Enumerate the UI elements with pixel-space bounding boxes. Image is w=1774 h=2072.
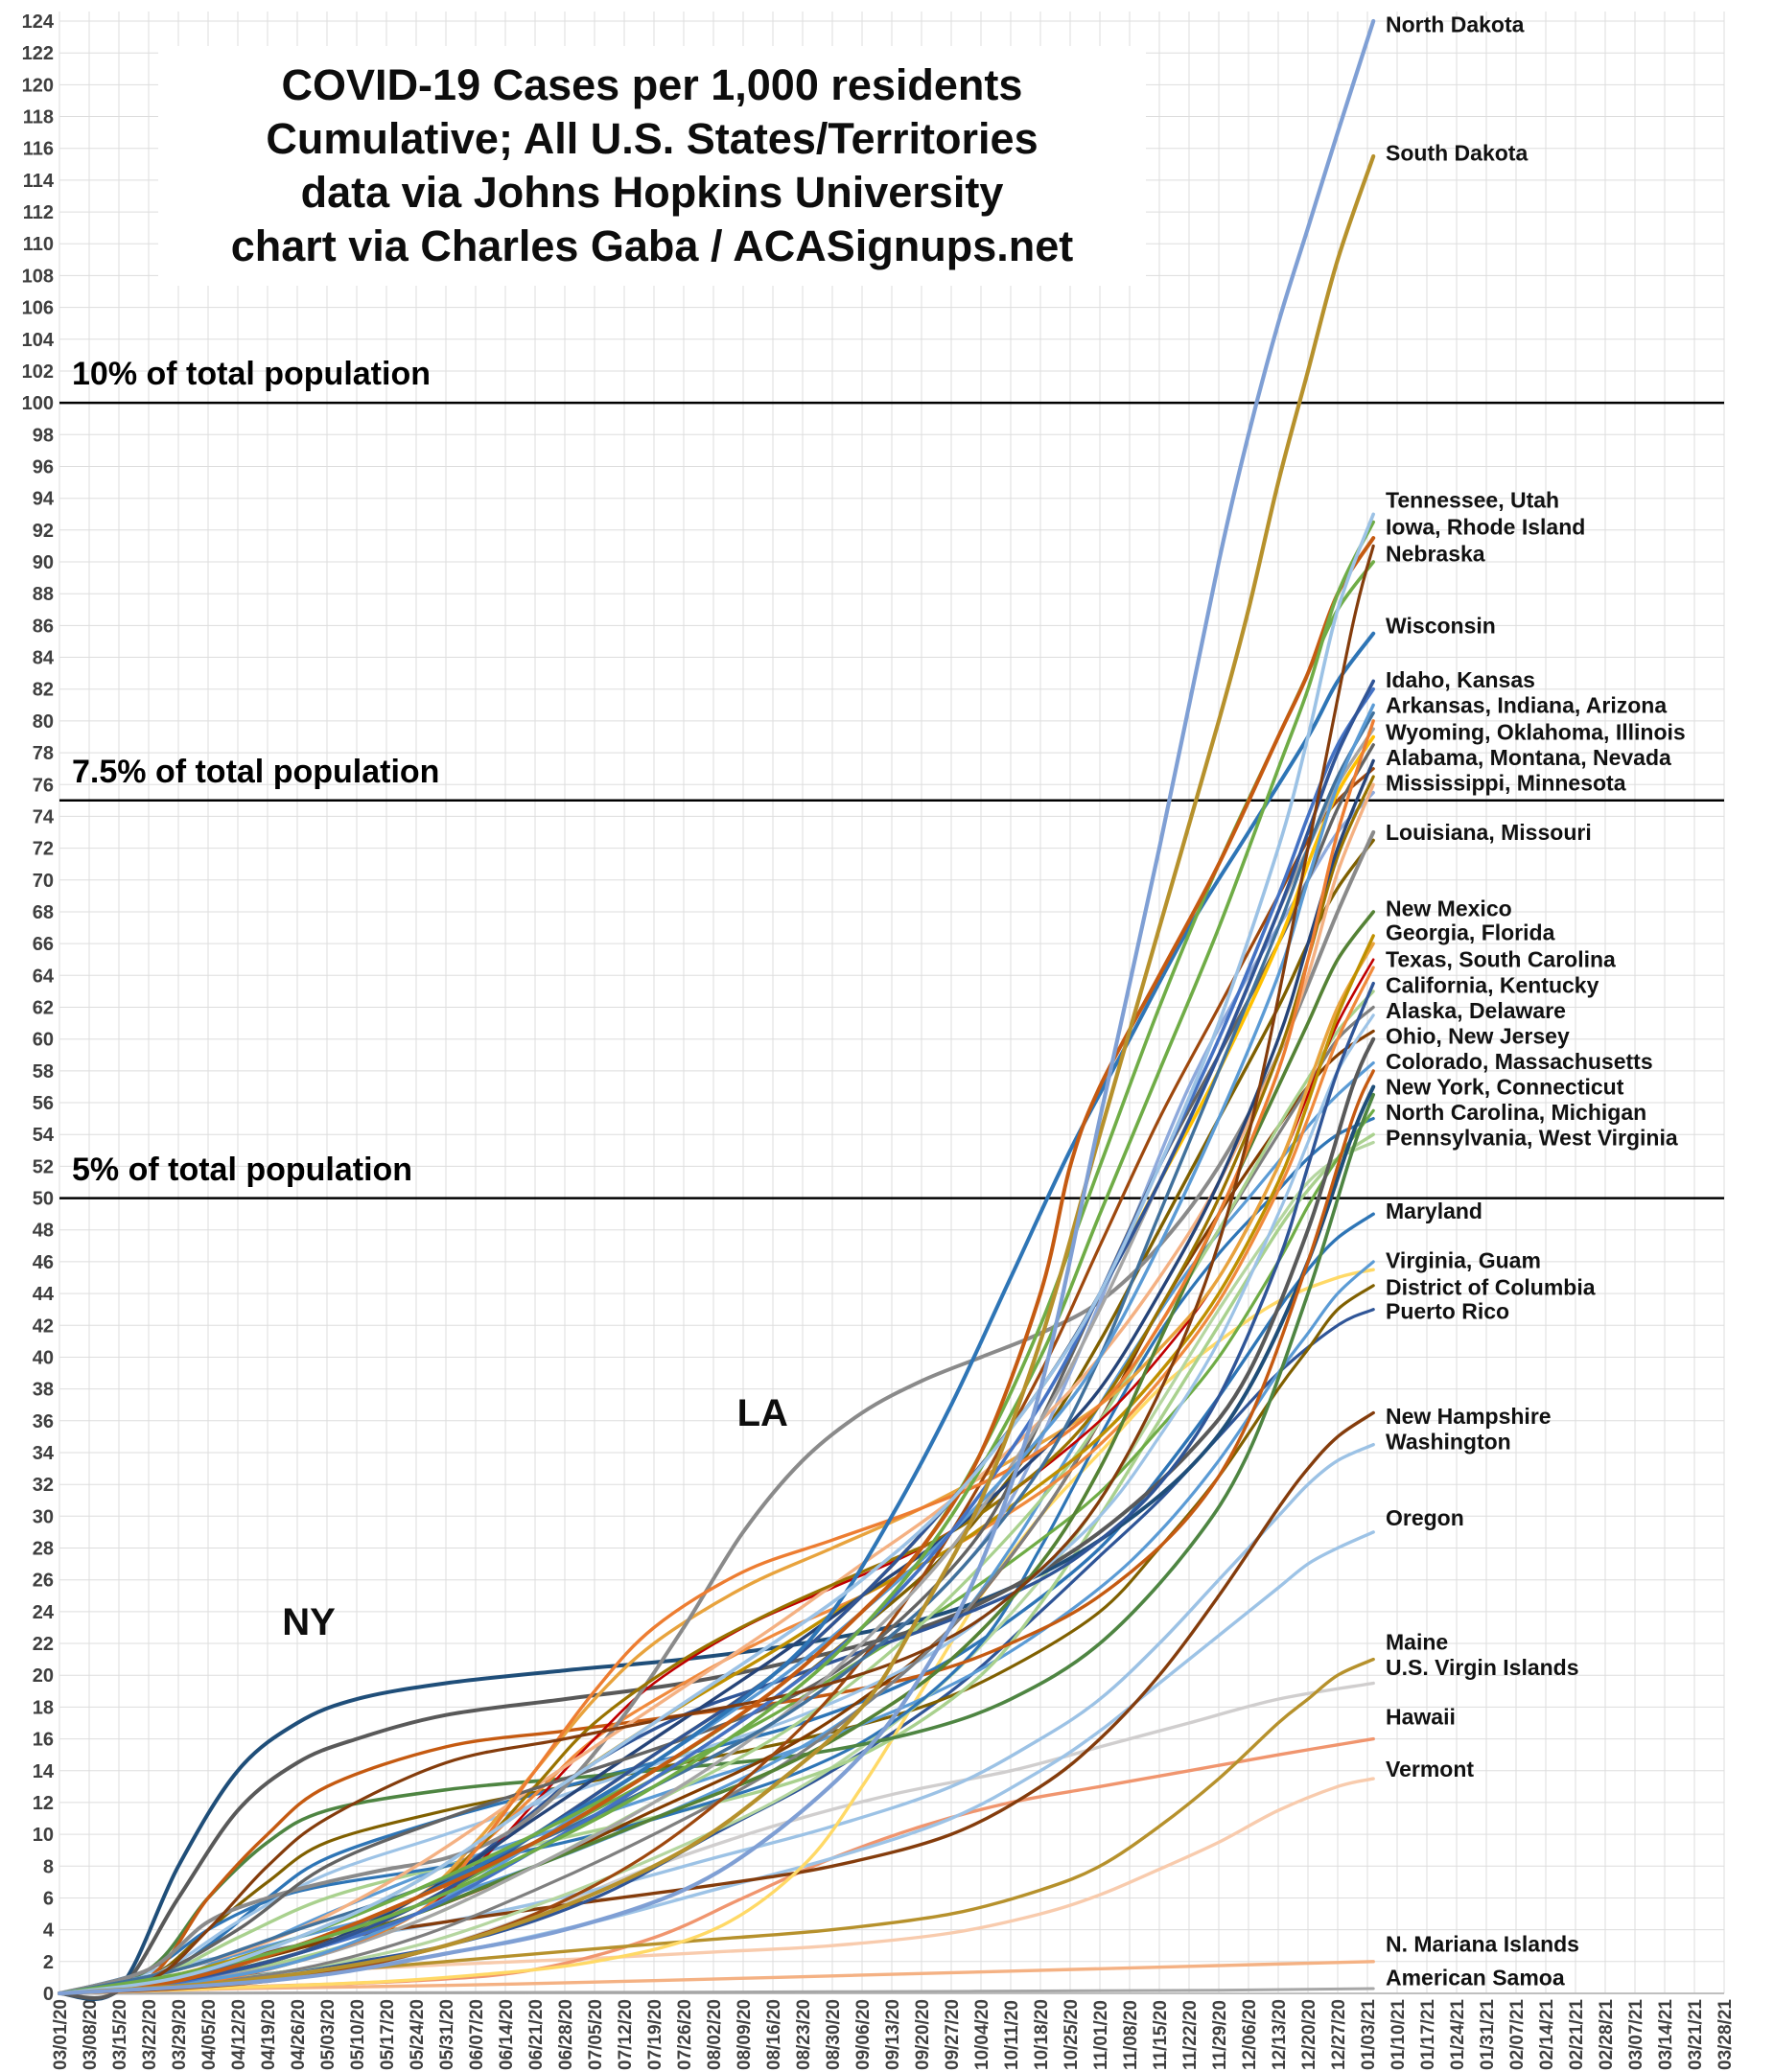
series-label: District of Columbia	[1386, 1274, 1596, 1300]
series-label: Texas, South Carolina	[1386, 946, 1616, 972]
y-tick-label: 50	[32, 1188, 54, 1210]
x-tick-label: 04/05/20	[199, 1999, 220, 2070]
y-tick-label: 70	[32, 870, 54, 892]
x-tick-label: 11/08/20	[1121, 2000, 1141, 2070]
x-tick-label: 02/28/21	[1597, 1999, 1617, 2070]
x-tick-label: 07/26/20	[675, 1999, 695, 2070]
y-tick-label: 16	[32, 1729, 54, 1751]
x-tick-label: 08/30/20	[824, 1999, 844, 2070]
y-tick-label: 44	[32, 1284, 54, 1306]
y-tick-label: 20	[32, 1665, 54, 1688]
series-label: Georgia, Florida	[1386, 920, 1555, 945]
x-tick-label: 01/03/21	[1359, 1999, 1379, 2070]
series-label: American Samoa	[1386, 1965, 1565, 1991]
y-tick-label: 124	[21, 12, 54, 33]
x-tick-label: 03/21/21	[1686, 1999, 1706, 2070]
y-tick-label: 88	[32, 584, 54, 606]
series-label: Colorado, Massachusetts	[1386, 1048, 1653, 1074]
chart-title-line-3: data via Johns Hopkins University	[300, 168, 1004, 217]
series-line-kansas	[59, 689, 1373, 1993]
x-tick-label: 02/21/21	[1567, 1999, 1587, 2070]
y-tick-label: 96	[32, 456, 54, 478]
series-label: North Dakota	[1386, 12, 1525, 37]
x-tick-label: 09/06/20	[853, 1999, 874, 2070]
series-line-missouri	[59, 840, 1373, 1993]
y-tick-label: 26	[32, 1570, 54, 1592]
series-label: Hawaii	[1386, 1704, 1456, 1730]
y-tick-label: 22	[32, 1634, 54, 1655]
y-tick-label: 62	[32, 997, 54, 1019]
x-tick-label: 11/01/20	[1091, 2000, 1111, 2070]
x-tick-label: 05/17/20	[378, 1999, 398, 2070]
y-tick-label: 108	[21, 266, 54, 288]
y-tick-label: 46	[32, 1251, 54, 1273]
x-tick-label: 12/13/20	[1270, 1999, 1290, 2070]
x-tick-label: 03/07/21	[1626, 1999, 1646, 2070]
series-label: Louisiana, Missouri	[1386, 820, 1592, 845]
x-tick-label: 03/22/20	[140, 1999, 160, 2070]
x-tick-label: 01/10/21	[1389, 1999, 1409, 2070]
x-tick-label: 06/21/20	[526, 1999, 547, 2070]
y-tick-label: 32	[32, 1475, 54, 1497]
series-label: North Carolina, Michigan	[1386, 1100, 1647, 1125]
y-tick-label: 48	[32, 1220, 54, 1242]
y-tick-label: 66	[32, 934, 54, 956]
series-label: Mississippi, Minnesota	[1386, 770, 1626, 796]
y-tick-label: 58	[32, 1060, 54, 1083]
y-tick-label: 78	[32, 743, 54, 765]
y-tick-label: 36	[32, 1410, 54, 1432]
chart-title-line-4: chart via Charles Gaba / ACASignups.net	[230, 221, 1074, 271]
series-label: Maine	[1386, 1629, 1449, 1655]
x-tick-label: 01/17/21	[1418, 1999, 1438, 2070]
y-tick-label: 94	[32, 488, 54, 510]
x-tick-label: 11/22/20	[1180, 2000, 1201, 2070]
x-tick-label: 12/06/20	[1240, 1999, 1260, 2070]
y-tick-label: 18	[32, 1697, 54, 1719]
y-tick-label: 28	[32, 1538, 54, 1560]
series-label: Maryland	[1386, 1198, 1482, 1223]
series-label: Puerto Rico	[1386, 1298, 1510, 1324]
y-tick-label: 2	[42, 1951, 54, 1973]
y-tick-label: 10	[32, 1825, 54, 1847]
y-tick-label: 116	[22, 138, 54, 160]
series-label: South Dakota	[1386, 140, 1529, 166]
x-tick-label: 02/14/21	[1537, 1999, 1557, 2070]
x-tick-label: 05/10/20	[348, 1999, 368, 2070]
y-tick-label: 80	[32, 710, 54, 733]
x-tick-label: 09/13/20	[883, 1999, 903, 2070]
y-tick-label: 38	[32, 1379, 54, 1401]
x-tick-label: 12/20/20	[1299, 1999, 1319, 2070]
x-tick-label: 06/07/20	[467, 1999, 487, 2070]
y-tick-label: 84	[32, 647, 54, 669]
x-tick-label: 05/03/20	[318, 1999, 338, 2070]
x-tick-label: 04/19/20	[259, 1999, 279, 2070]
y-tick-label: 64	[32, 966, 54, 988]
y-tick-label: 34	[32, 1443, 54, 1464]
x-tick-label: 07/05/20	[586, 1999, 606, 2070]
series-label: New Hampshire	[1386, 1403, 1552, 1429]
x-tick-label: 03/29/20	[170, 1999, 190, 2070]
y-tick-label: 24	[32, 1601, 54, 1623]
y-tick-label: 100	[21, 393, 54, 415]
y-tick-label: 0	[42, 1984, 54, 2005]
x-tick-label: 10/11/20	[1002, 2000, 1022, 2070]
y-tick-label: 110	[22, 234, 54, 256]
y-tick-label: 60	[32, 1029, 54, 1051]
series-label: New York, Connecticut	[1386, 1074, 1624, 1100]
y-tick-label: 98	[32, 425, 54, 447]
series-label: Virginia, Guam	[1386, 1247, 1541, 1273]
y-tick-label: 42	[32, 1315, 54, 1338]
series-label: Oregon	[1386, 1505, 1464, 1530]
y-tick-label: 12	[32, 1792, 54, 1814]
series-label: N. Mariana Islands	[1386, 1931, 1579, 1957]
series-label: Wisconsin	[1386, 613, 1496, 639]
series-label: Pennsylvania, West Virginia	[1386, 1125, 1678, 1151]
ref-label-7-5pct: 7.5% of total population	[72, 753, 440, 790]
y-tick-label: 86	[32, 616, 54, 638]
y-tick-label: 90	[32, 552, 54, 573]
y-tick-label: 118	[22, 106, 54, 128]
y-tick-label: 112	[22, 202, 54, 224]
chart-title	[158, 46, 1146, 286]
y-tick-label: 52	[32, 1156, 54, 1178]
x-tick-label: 12/27/20	[1329, 1999, 1349, 2070]
y-tick-label: 40	[32, 1347, 54, 1369]
y-tick-label: 76	[32, 775, 54, 797]
y-tick-label: 72	[32, 838, 54, 860]
x-tick-label: 07/12/20	[616, 1999, 636, 2070]
series-label: Iowa, Rhode Island	[1386, 514, 1586, 540]
series-label: Alabama, Montana, Nevada	[1386, 745, 1671, 771]
series-label: Ohio, New Jersey	[1386, 1023, 1570, 1049]
x-tick-label: 01/31/21	[1478, 1999, 1498, 2070]
x-tick-label: 01/24/21	[1448, 1999, 1468, 2070]
series-label: Idaho, Kansas	[1386, 666, 1535, 692]
y-tick-label: 68	[32, 902, 54, 923]
series-label: Arkansas, Indiana, Arizona	[1386, 692, 1668, 718]
y-tick-label: 54	[32, 1125, 54, 1147]
x-tick-label: 06/28/20	[556, 1999, 576, 2070]
x-tick-label: 05/24/20	[408, 1999, 428, 2070]
y-tick-label: 4	[42, 1920, 54, 1942]
y-tick-label: 122	[21, 43, 54, 65]
x-tick-label: 02/07/21	[1507, 1999, 1528, 2070]
x-tick-label: 03/01/20	[51, 1999, 71, 2070]
x-tick-label: 08/23/20	[794, 1999, 814, 2070]
series-line-illinois	[59, 745, 1373, 1993]
x-tick-label: 03/14/21	[1656, 1999, 1676, 2070]
annotation-louisiana: LA	[736, 1391, 788, 1434]
x-tick-label: 06/14/20	[497, 1999, 517, 2070]
y-tick-label: 82	[32, 679, 54, 701]
x-tick-label: 09/27/20	[943, 1999, 963, 2070]
y-tick-label: 92	[32, 520, 54, 542]
y-tick-label: 6	[42, 1888, 54, 1910]
x-tick-label: 03/08/20	[81, 1999, 101, 2070]
x-tick-label: 07/19/20	[645, 1999, 665, 2070]
series-label: Alaska, Delaware	[1386, 997, 1566, 1023]
x-tick-label: 10/04/20	[972, 1999, 992, 2070]
x-tick-label: 10/25/20	[1062, 1999, 1082, 2070]
series-label: U.S. Virgin Islands	[1386, 1654, 1579, 1680]
series-label: Nebraska	[1386, 541, 1485, 567]
ref-label-10pct: 10% of total population	[72, 356, 431, 393]
y-tick-label: 74	[32, 806, 54, 828]
y-tick-label: 56	[32, 1093, 54, 1114]
series-label: Vermont	[1386, 1757, 1475, 1782]
series-line-nevada	[59, 777, 1373, 1993]
series-label: California, Kentucky	[1386, 972, 1599, 998]
series-label: Tennessee, Utah	[1386, 487, 1560, 513]
y-tick-label: 120	[21, 75, 54, 97]
x-tick-label: 11/15/20	[1151, 2000, 1171, 2070]
x-tick-label: 04/26/20	[289, 1999, 309, 2070]
x-tick-label: 03/15/20	[110, 1999, 130, 2070]
x-tick-label: 08/02/20	[705, 1999, 725, 2070]
chart-title-line-1: COVID-19 Cases per 1,000 residents	[281, 59, 1023, 109]
y-tick-label: 114	[22, 170, 54, 192]
x-tick-label: 05/31/20	[437, 1999, 457, 2070]
annotation-new-york: NY	[282, 1601, 336, 1644]
chart-title-line-2: Cumulative; All U.S. States/Territories	[266, 113, 1039, 163]
x-tick-label: 10/18/20	[1032, 1999, 1052, 2070]
series-label: Washington	[1386, 1429, 1511, 1455]
x-tick-label: 04/12/20	[229, 1999, 249, 2070]
x-tick-label: 03/28/21	[1716, 1999, 1736, 2070]
y-tick-label: 30	[32, 1506, 54, 1528]
y-tick-label: 8	[42, 1856, 54, 1878]
x-tick-label: 08/16/20	[764, 1999, 784, 2070]
y-tick-label: 14	[32, 1760, 54, 1782]
x-tick-label: 08/09/20	[735, 1999, 755, 2070]
y-tick-label: 102	[21, 361, 54, 383]
series-label: New Mexico	[1386, 896, 1512, 921]
x-tick-label: 11/29/20	[1210, 2000, 1230, 2070]
series-label: Wyoming, Oklahoma, Illinois	[1386, 719, 1686, 745]
ref-label-5pct: 5% of total population	[72, 1151, 413, 1188]
y-tick-label: 104	[21, 329, 54, 351]
x-tick-label: 09/20/20	[913, 1999, 933, 2070]
y-tick-label: 106	[21, 297, 54, 319]
